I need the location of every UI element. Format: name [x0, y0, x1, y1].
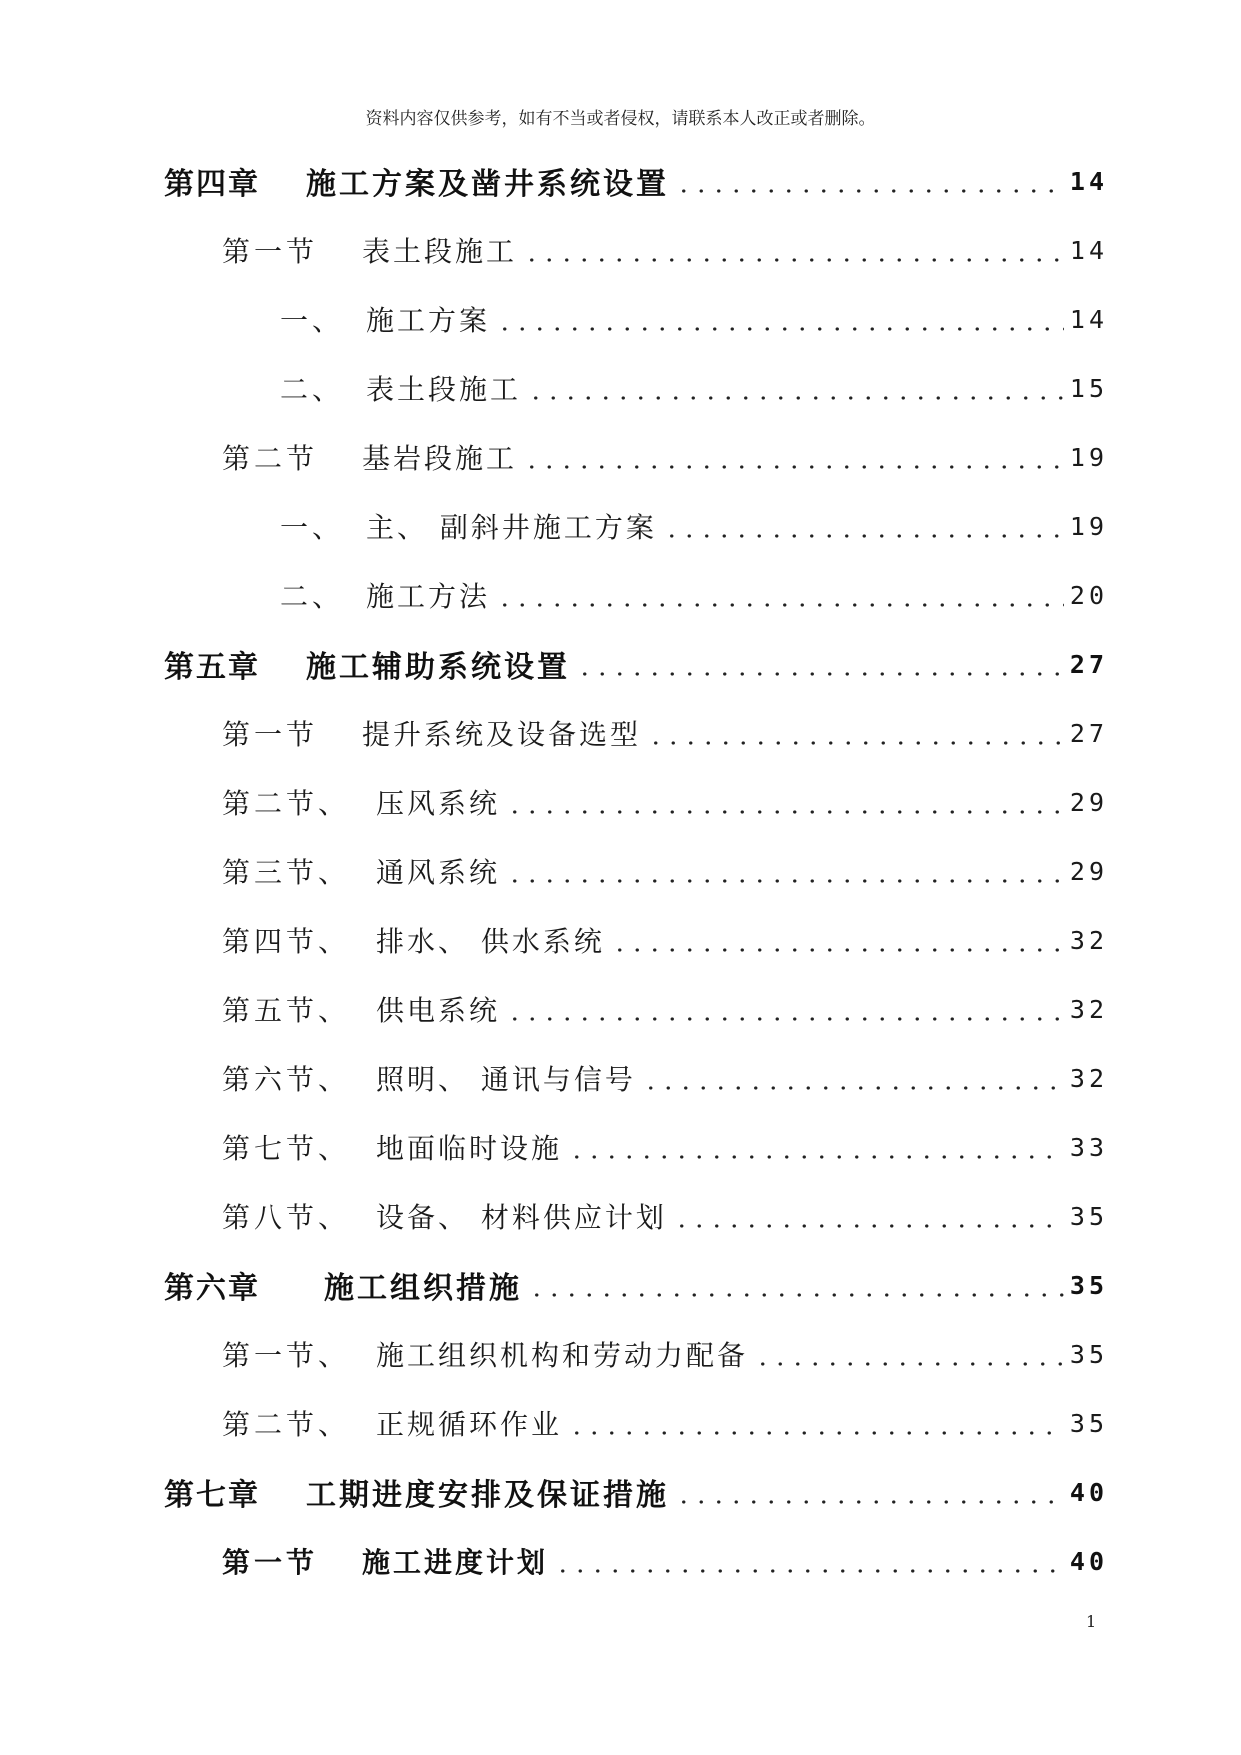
toc-entry-title: 压风系统: [376, 787, 501, 820]
toc-entry-title: 工期进度安排及保证措施: [306, 1478, 669, 1513]
toc-entry-title: 表土段施工: [362, 235, 518, 268]
toc-entry-section[interactable]: [222, 780, 1108, 824]
toc-entry-section[interactable]: [222, 1125, 1108, 1169]
dot-leader: [673, 1207, 1064, 1229]
toc-entry-page: 35: [1069, 1201, 1108, 1231]
dot-leader: [647, 724, 1064, 746]
toc-entry-title: 施工方法: [366, 580, 491, 613]
toc-entry-section[interactable]: [222, 1401, 1108, 1445]
toc-entry-subsection[interactable]: [280, 366, 1108, 410]
toc-entry-section[interactable]: [222, 1332, 1108, 1376]
dot-leader: [528, 1276, 1064, 1298]
toc-entry-number: 第一节: [222, 1546, 319, 1579]
toc-entry-number: 第五章: [164, 650, 260, 685]
toc-entry-number: 第二节: [222, 442, 319, 475]
toc-entry-page: 19: [1069, 511, 1108, 541]
dot-leader: [642, 1069, 1064, 1091]
dot-leader: [754, 1345, 1064, 1367]
toc-entry-title: 通风系统: [376, 856, 501, 889]
toc-entry-section[interactable]: [222, 228, 1108, 272]
toc-entry-title: 基岩段施工: [362, 442, 518, 475]
toc-entry-subsection[interactable]: [280, 573, 1108, 617]
toc-entry-number: 第五节、: [222, 994, 351, 1027]
toc-entry-title: 正规循环作业: [376, 1408, 563, 1441]
toc-entry-page: 29: [1069, 856, 1108, 886]
toc-entry-section[interactable]: [222, 435, 1108, 479]
toc-entry-page: 35: [1069, 1270, 1108, 1300]
toc-entry-title: 地面临时设施: [376, 1132, 563, 1165]
toc-entry-title: 施工进度计划: [362, 1546, 549, 1579]
toc-entry-page: 29: [1069, 787, 1108, 817]
toc-entry-title: 施工组织措施: [324, 1271, 522, 1306]
toc-entry-title: 设备、 材料供应计划: [376, 1201, 667, 1234]
toc-entry-section[interactable]: [222, 918, 1108, 962]
toc-entry-number: 第七节、: [222, 1132, 351, 1165]
toc-entry-subsection[interactable]: [280, 504, 1108, 548]
dot-leader: [527, 379, 1064, 401]
toc-entry-chapter-6[interactable]: [164, 1263, 1108, 1307]
toc-entry-number: 第八节、: [222, 1201, 351, 1234]
dot-leader: [611, 931, 1064, 953]
toc-entry-number: 第四节、: [222, 925, 351, 958]
toc-entry-section[interactable]: [222, 711, 1108, 755]
toc-entry-page: 40: [1069, 1477, 1108, 1507]
toc-entry-page: 15: [1069, 373, 1108, 403]
toc-entry-page: 32: [1069, 925, 1108, 955]
dot-leader: [568, 1414, 1064, 1436]
toc-entry-title: 施工方案: [366, 304, 491, 337]
page-number: 1: [1086, 1612, 1097, 1631]
toc-entry-title: 表土段施工: [366, 373, 522, 406]
dot-leader: [506, 862, 1064, 884]
dot-leader: [568, 1138, 1064, 1160]
toc-entry-number: 一、: [280, 304, 345, 337]
dot-leader: [523, 448, 1064, 470]
dot-leader: [496, 310, 1064, 332]
header-disclaimer: 资料内容仅供参考，如有不当或者侵权，请联系本人改正或者删除。: [365, 109, 876, 129]
toc-entry-page: 14: [1069, 304, 1108, 334]
toc-entry-number: 二、: [280, 580, 345, 613]
toc-entry-subsection[interactable]: [280, 297, 1108, 341]
toc-entry-page: 14: [1069, 235, 1108, 265]
toc-entry-section[interactable]: [222, 1194, 1108, 1238]
dot-leader: [675, 1483, 1064, 1505]
toc-entry-page: 27: [1069, 718, 1108, 748]
toc-entry-page: 27: [1069, 649, 1108, 679]
toc-entry-number: 第一节: [222, 718, 319, 751]
toc-entry-page: 20: [1069, 580, 1108, 610]
toc-entry-number: 二、: [280, 373, 345, 406]
toc-entry-page: 40: [1069, 1546, 1108, 1576]
toc-entry-section[interactable]: [222, 849, 1108, 893]
toc-entry-number: 一、: [280, 511, 345, 544]
toc-entry-title: 施工组织机构和劳动力配备: [376, 1339, 749, 1372]
dot-leader: [506, 1000, 1064, 1022]
toc-entry-number: 第一节: [222, 235, 319, 268]
toc-entry-page: 14: [1069, 166, 1108, 196]
toc-entry-title: 提升系统及设备选型: [362, 718, 642, 751]
toc-entry-page: 33: [1069, 1132, 1108, 1162]
toc-entry-title: 施工方案及凿井系统设置: [306, 167, 669, 202]
toc-entry-title: 施工辅助系统设置: [306, 650, 570, 685]
toc-entry-page: 32: [1069, 994, 1108, 1024]
dot-leader: [496, 586, 1064, 608]
toc-entry-chapter-7[interactable]: [164, 1470, 1108, 1514]
toc-entry-page: 32: [1069, 1063, 1108, 1093]
toc-entry-page: 35: [1069, 1408, 1108, 1438]
toc-entry-title: 主、 副斜井施工方案: [366, 511, 657, 544]
toc-entry-page: 19: [1069, 442, 1108, 472]
toc-entry-title: 照明、 通讯与信号: [376, 1063, 636, 1096]
toc-entry-number: 第三节、: [222, 856, 351, 889]
dot-leader: [554, 1552, 1064, 1574]
toc-entry-number: 第一节、: [222, 1339, 351, 1372]
toc-entry-chapter-5[interactable]: [164, 642, 1108, 686]
toc-entry-title: 排水、 供水系统: [376, 925, 605, 958]
dot-leader: [663, 517, 1064, 539]
toc-entry-number: 第七章: [164, 1478, 260, 1513]
toc-entry-number: 第六章: [164, 1271, 260, 1306]
dot-leader: [576, 655, 1064, 677]
dot-leader: [675, 172, 1064, 194]
toc-entry-page: 35: [1069, 1339, 1108, 1369]
toc-entry-section[interactable]: [222, 1539, 1108, 1583]
toc-entry-chapter-4[interactable]: [164, 159, 1108, 203]
toc-entry-section[interactable]: [222, 1056, 1108, 1100]
toc-entry-section[interactable]: [222, 987, 1108, 1031]
dot-leader: [506, 793, 1064, 815]
toc-entry-title: 供电系统: [376, 994, 501, 1027]
toc-entry-number: 第二节、: [222, 787, 351, 820]
toc-entry-number: 第四章: [164, 167, 260, 202]
toc-entry-number: 第二节、: [222, 1408, 351, 1441]
dot-leader: [523, 241, 1064, 263]
toc-entry-number: 第六节、: [222, 1063, 351, 1096]
